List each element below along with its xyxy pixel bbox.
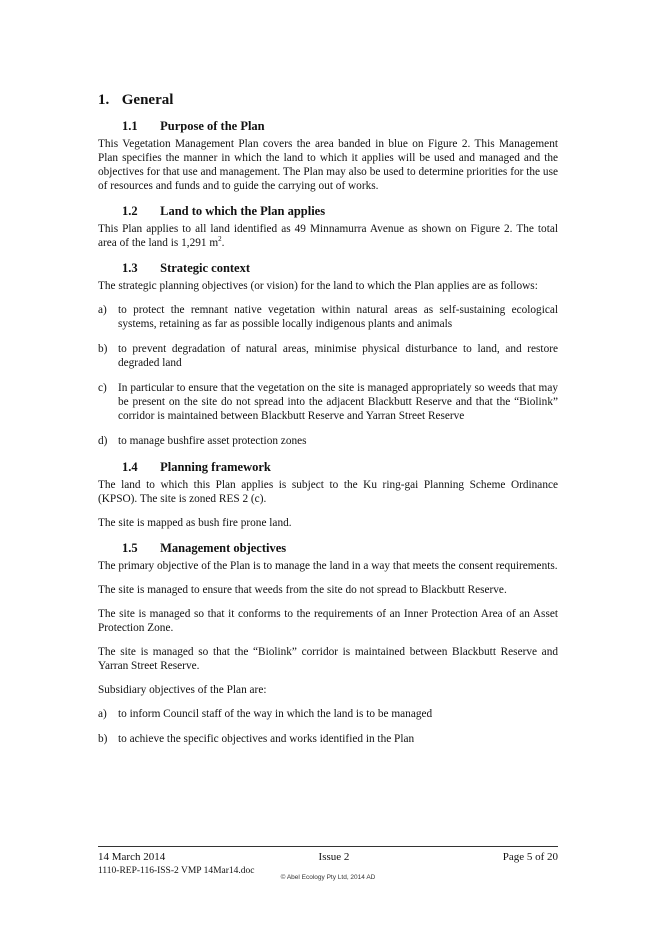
list-marker: a) [98, 304, 107, 316]
strategic-intro: The strategic planning objectives (or vision) for the land to which the Plan applies are as follows: [98, 280, 538, 292]
land-paragraph [98, 222, 558, 250]
subsection-number: 1.1 [122, 119, 138, 133]
area-unit-superscript: 2 [218, 235, 222, 244]
planning-paragraph: The site is mapped as bush fire prone land. [98, 517, 292, 529]
land-paragraph-text: This Plan applies to all land identified as 49 Minnamurra Avenue as shown on Figure 2. The total area of the land is 1,291 m [98, 223, 558, 249]
objectives-paragraph: The site is managed so that the “Biolink” corridor is maintained between Blackbutt Reserve and Yarran Street Reserve. [98, 646, 558, 672]
subsection-heading-purpose [122, 118, 558, 134]
objectives-paragraph: Subsidiary objectives of the Plan are: [98, 684, 267, 696]
page-content [98, 91, 558, 757]
page-footer [98, 846, 558, 881]
subsection-heading-strategic [122, 260, 558, 276]
purpose-paragraph: This Vegetation Management Plan covers the area banded in blue on Figure 2. This Management Plan specifies the manner in which the land to which it applies will be used and managed and the objectives for that use and management. The Plan may also be used to determine priorities for the use of resources and funds and to guide the carrying out of works. [98, 138, 558, 192]
list-marker: b) [98, 343, 108, 355]
subsection-number: 1.4 [122, 460, 138, 474]
subsection-title: Land to which the Plan applies [160, 204, 326, 218]
subsection-title: Management objectives [160, 541, 287, 555]
objectives-paragraph: The site is managed to ensure that weeds from the site do not spread to Blackbutt Reserve. [98, 584, 507, 596]
list-marker: a) [98, 708, 107, 720]
list-marker: d) [98, 435, 108, 447]
list-item-text: In particular to ensure that the vegetation on the site is managed appropriately so weeds that may be present on the site do not spread into the adjacent Blackbutt Reserve and that the “Biolink” corridor is maintained between Blackbutt Reserve and Yarran Street Reserve [118, 382, 558, 422]
footer-divider [98, 846, 558, 847]
section-heading [98, 91, 558, 110]
section-title: General [121, 92, 174, 108]
footer-date: 14 March 2014 [98, 851, 166, 863]
list-item-text: to achieve the specific objectives and works identified in the Plan [118, 733, 415, 745]
footer-row [98, 851, 558, 864]
list-item [98, 732, 558, 746]
list-item-text: to protect the remnant native vegetation within natural areas as self-sustaining ecological systems, retaining as far as possible locally indigenous plants and animals [118, 304, 558, 330]
subsection-number: 1.3 [122, 261, 138, 275]
list-item-text: to prevent degradation of natural areas, minimise physical disturbance to land, and restore degraded land [118, 343, 558, 369]
list-item [98, 342, 558, 370]
list-item-text: to inform Council staff of the way in which the land is to be managed [118, 708, 433, 720]
list-item [98, 381, 558, 423]
subsection-title: Planning framework [160, 460, 271, 474]
land-paragraph-end: . [221, 237, 225, 249]
list-marker: c) [98, 382, 107, 394]
subsection-number: 1.2 [122, 204, 138, 218]
list-marker: b) [98, 733, 108, 745]
list-item [98, 434, 558, 448]
list-item [98, 303, 558, 331]
footer-copyright: © Abel Ecology Pty Ltd, 2014 AD [280, 874, 376, 881]
subsection-heading-planning [122, 459, 558, 475]
list-item [98, 707, 558, 721]
objectives-paragraph: The site is managed so that it conforms to the requirements of an Inner Protection Area of an Asset Protection Zone. [98, 608, 558, 634]
planning-paragraph: The land to which this Plan applies is subject to the Ku ring-gai Planning Scheme Ordinance (KPSO). The site is zoned RES 2 (c). [98, 479, 558, 505]
subsection-heading-land [122, 203, 558, 219]
subsection-heading-objectives [122, 540, 558, 556]
footer-page-number: Page 5 of 20 [502, 851, 558, 863]
subsection-title: Purpose of the Plan [160, 119, 265, 133]
list-item-text: to manage bushfire asset protection zones [118, 435, 307, 447]
subsection-title: Strategic context [160, 261, 251, 275]
footer-issue: Issue 2 [318, 851, 350, 863]
section-number: 1. [98, 92, 110, 108]
objectives-paragraph: The primary objective of the Plan is to manage the land in a way that meets the consent requirements. [98, 560, 558, 572]
footer-document-reference: 1110-REP-116-ISS-2 VMP 14Mar14.doc [98, 866, 255, 876]
subsection-number: 1.5 [122, 541, 138, 555]
